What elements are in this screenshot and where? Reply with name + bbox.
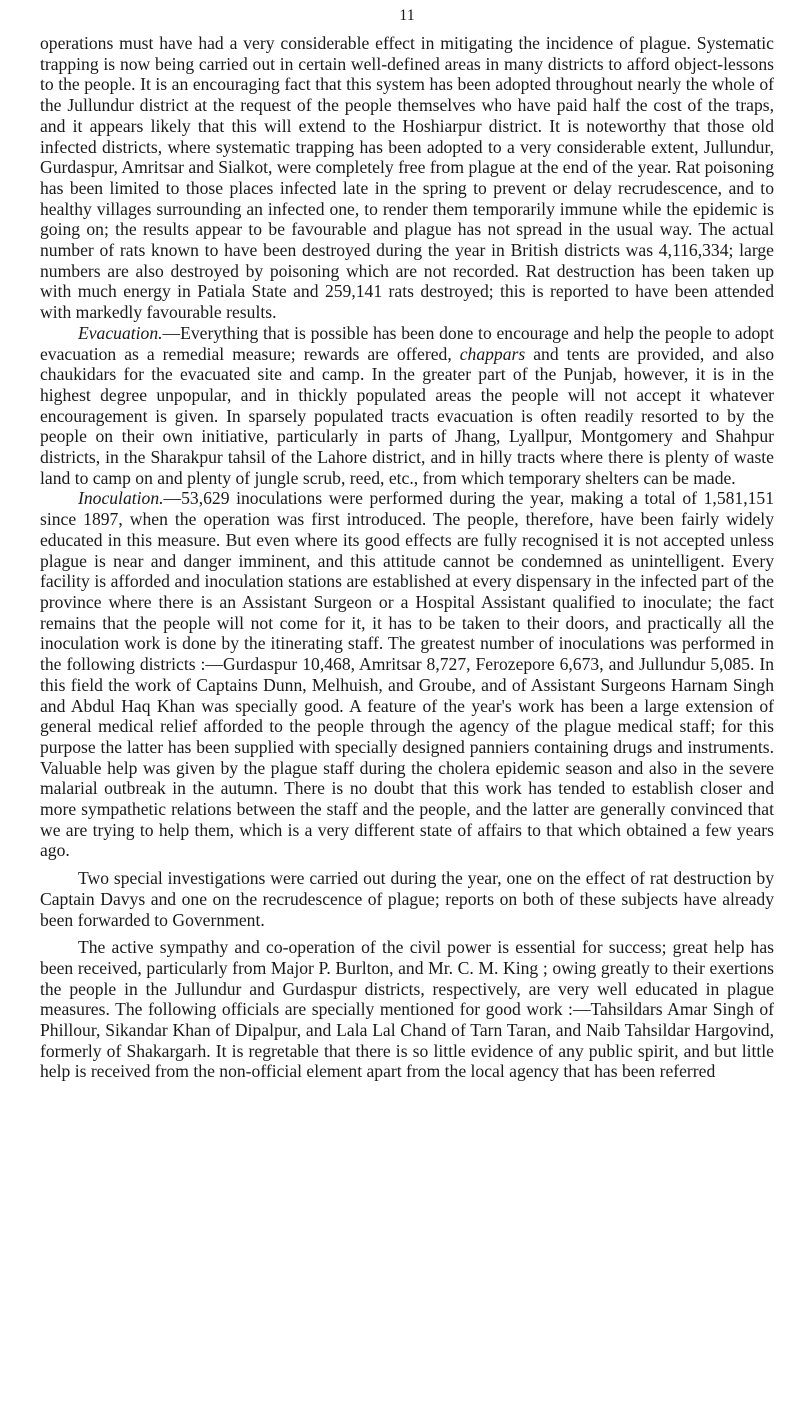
- evacuation-text-b: and tents are provided, and also chaukidars for the evacuated site and camp. In the greater part of the Punjab, however, it is in the highest degree unpopular, and in thickly populated areas the people will not accept it whatever encouragement is given. In sparsely populated tracts evacuation is often readily resorted to by the people on their own initiative, particularly in parts of Jhang, Lyallpur, Montgomery and Shahpur districts, in the Sharakpur tahsil of the Lahore district, and in hilly tracts where there is plenty of waste land to camp on and plenty of jungle scrub, reed, etc., from which temporary shelters can be made.: [40, 343, 774, 488]
- paragraph-evacuation: [40, 323, 774, 489]
- inoculation-heading: Inoculation.: [78, 488, 164, 509]
- paragraph-inoculation: [40, 488, 774, 861]
- paragraph-trapping: operations must have had a very considerable effect in mitigating the incidence of plague. Systematic trapping is now being carried out in certain well-defined areas in many districts to afford object-lessons to the people. It is an encouraging fact that this system has been adopted throughout nearly the whole of the Jullundur district at the request of the people themselves who have paid half the cost of the traps, and it appears likely that this will extend to the Hoshiarpur district. It is noteworthy that those old infected districts, where systematic trapping has been adopted to a very considerable extent, Jullundur, Gurdaspur, Amritsar and Sialkot, were completely free from plague at the end of the year. Rat poisoning has been limited to those places infected late in the spring to prevent or delay recrudescence, and to healthy villages surrounding an infected one, to render them temporarily immune while the epidemic is going on; the results appear to be favourable and plague has not spread in the usual way. The actual number of rats known to have been destroyed during the year in British districts was 4,116,334; large numbers are also destroyed by poisoning which are not recorded. Rat destruction has been taken up with much energy in Patiala State and 259,141 rats destroyed; this is reported to have been attended with markedly favourable results.: [40, 33, 774, 323]
- chappars-term: chappars: [459, 343, 526, 364]
- inoculation-text: —53,629 inoculations were performed during the year, making a total of 1,581,151 since 1897, when the operation was first introduced. The people, therefore, have been fairly widely educated in this measure. But even where its good effects are fully recognised it is not accepted unless plague is near and danger imminent, and this attitude cannot be condemned as unintelligent. Every facility is afforded and inoculation stations are established at every dispensary in the infected part of the province where there is an Assistant Surgeon or a Hospital Assistant qualified to inoculate; the fact remains that the people will not come for it, it has to be taken to their doors, and practically all the inoculation work is done by the itinerating staff. The greatest number of inoculations was performed in the following districts :—Gurdaspur 10,468, Amritsar 8,727, Ferozepore 6,673, and Jullundur 5,085. In this field the work of Captains Dunn, Melhuish, and Groube, and of Assistant Surgeons Harnam Singh and Abdul Haq Khan was specially good. A feature of the year's work has been a large extension of general medical relief afforded to the people through the agency of the plague medical staff; for this purpose the latter has been supplied with specially designed panniers containing drugs and instruments. Valuable help was given by the plague staff during the cholera epidemic season and also in the severe malarial outbreak in the autumn. There is no doubt that this work has tended to establish closer and more sympathetic relations between the staff and the people, and the latter are generally convinced that we are trying to help them, which is a very different state of affairs to that which obtained a few years ago.: [40, 488, 774, 861]
- evacuation-text-a: —Everything that is possible has been done to encourage and help the people to adopt evacuation as a remedial measure; rewards are offered,: [40, 322, 774, 364]
- page-number: 11: [399, 7, 415, 24]
- paragraph-investigations: Two special investigations were carried out during the year, one on the effect of rat destruction by Captain Davys and one on the recrudescence of plague; reports on both of these subjects have already been forwarded to Government.: [40, 868, 774, 930]
- evacuation-heading: Evacuation.: [78, 322, 163, 343]
- paragraph-civil-cooperation: The active sympathy and co-operation of the civil power is essential for success; great help has been received, particularly from Major P. Burlton, and Mr. C. M. King ; owing greatly to their exertions the people in the Jullundur and Gurdaspur districts, respectively, are very well educated in plague measures. The following officials are specially mentioned for good work :—Tahsildars Amar Singh of Phillour, Sikandar Khan of Dipalpur, and Lala Lal Chand of Tarn Taran, and Naib Tahsildar Hargovind, formerly of Shakargarh. It is regretable that there is so little evidence of any public spirit, and but little help is received from the non-official element apart from the local agency that has been referred: [40, 937, 774, 1082]
